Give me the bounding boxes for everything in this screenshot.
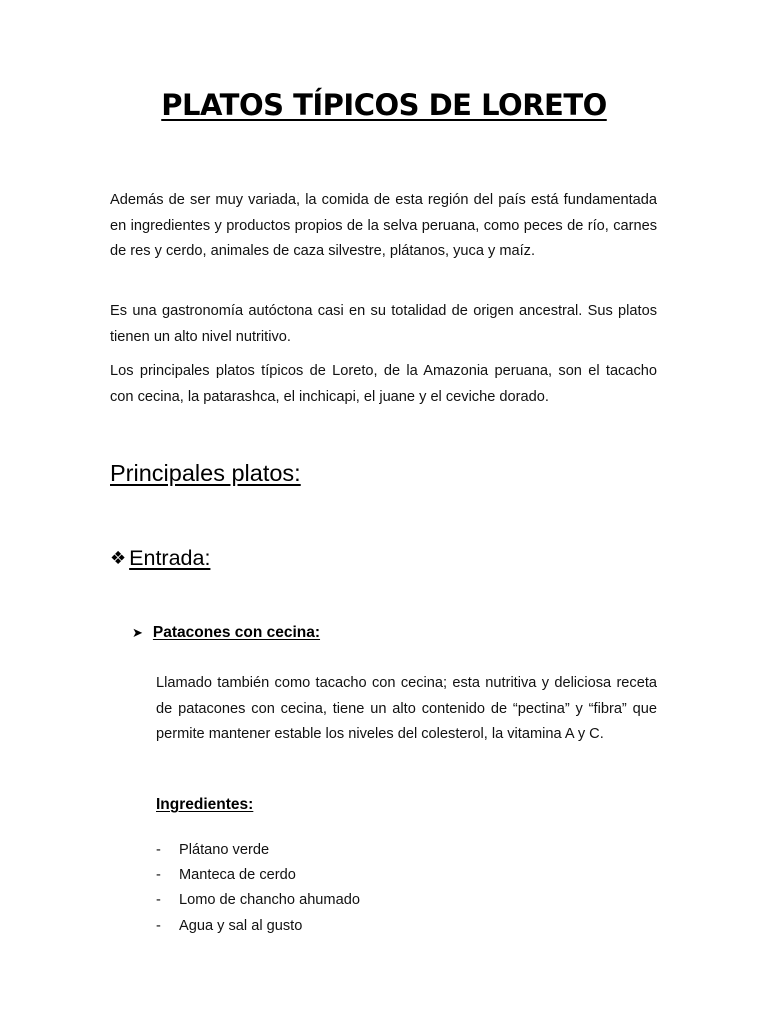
intro-paragraph-3: Los principales platos típicos de Loreto, de la Amazonia peruana, son el tacacho con cecina, la patarashca, el inchicapi, el juane y el ceviche dorado. xyxy=(110,363,657,405)
list-item xyxy=(156,863,360,888)
list-dash: - xyxy=(156,917,161,934)
dish-name: Patacones con cecina: xyxy=(152,624,321,641)
page-title: PLATOS TÍPICOS DE LORETO xyxy=(161,88,607,122)
subsection-heading-entrada xyxy=(110,546,210,571)
ingredient-text: Plátano verde xyxy=(179,842,270,858)
ingredient-text: Lomo de chancho ahumado xyxy=(179,892,360,909)
diamond-bullet-icon: ❖ xyxy=(110,548,127,568)
ingredients-heading: Ingredientes: xyxy=(156,796,254,813)
intro-paragraph-2: Es una gastronomía autóctona casi en su totalidad de origen ancestral. Sus platos tienen un alto nivel nutritivo. xyxy=(110,303,657,345)
intro-paragraph-1: Además de ser muy variada, la comida de esta región del país está fundamentada en ingredientes y productos propios de la selva peruana, como peces de río, carnes de res y cerdo, animales de caza silvestre, plátanos, yuca y maíz. xyxy=(110,192,657,259)
list-dash: - xyxy=(156,892,161,909)
ingredient-text: Agua y sal al gusto xyxy=(179,917,303,934)
entrada-label: Entrada: xyxy=(129,546,211,570)
dish-heading xyxy=(132,624,320,642)
dish-description: Llamado también como tacacho con cecina; esta nutritiva y deliciosa receta de patacones con cecina, tiene un alto contenido de “pectina” y “fibra” que permite mantener estable los niveles del colesterol, la vitamina A y C. xyxy=(156,675,657,742)
list-item xyxy=(156,838,360,863)
list-item xyxy=(156,888,360,913)
section-heading-principales: Principales platos: xyxy=(110,460,301,486)
ingredient-text: Manteca de cerdo xyxy=(179,867,296,884)
list-dash: - xyxy=(156,842,161,858)
arrow-bullet-icon: ➤ xyxy=(132,625,143,640)
ingredients-list xyxy=(156,838,360,939)
list-dash: - xyxy=(156,867,161,884)
list-item xyxy=(156,914,360,939)
